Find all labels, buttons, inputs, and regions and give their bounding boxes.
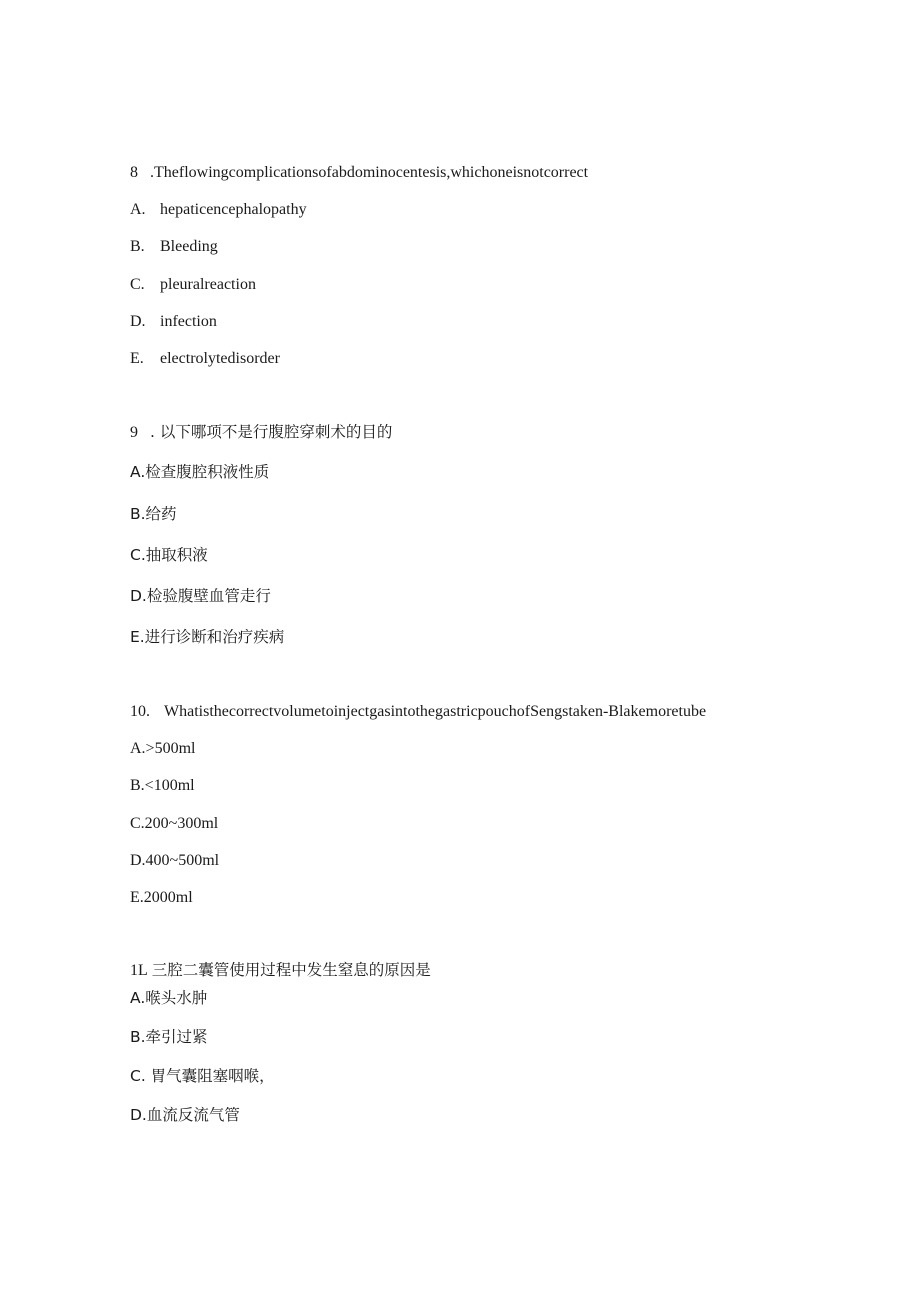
question-number: 10. bbox=[130, 703, 150, 720]
question-8 bbox=[130, 163, 588, 183]
option-b: B.给药 bbox=[130, 505, 177, 523]
option-c: C.200~300ml bbox=[130, 815, 219, 832]
question-9 bbox=[130, 422, 392, 443]
option-text: pleuralreaction bbox=[160, 276, 256, 293]
option-letter: E. bbox=[130, 350, 144, 367]
question-10 bbox=[130, 702, 706, 722]
question-text: WhatisthecorrectvolumetoinjectgasintothegastricpouchofSengstaken-Blakemoretube bbox=[164, 703, 707, 720]
option-a bbox=[130, 200, 307, 220]
question-text: .Theflowingcomplicationsofabdominocentesis,whichoneisnotcorrect bbox=[150, 164, 589, 181]
option-b: B.牵引过紧 bbox=[130, 1028, 208, 1046]
option-letter: D. bbox=[130, 313, 146, 330]
option-a: A.>500ml bbox=[130, 740, 196, 757]
option-d: D.血流反流气管 bbox=[130, 1106, 240, 1124]
option-a: A.喉头水肿 bbox=[130, 989, 208, 1007]
option-c: C.抽取积液 bbox=[130, 546, 208, 564]
option-b bbox=[130, 237, 218, 257]
option-text: Bleeding bbox=[160, 238, 218, 255]
option-d: D.检验腹壁血管走行 bbox=[130, 587, 271, 605]
option-b: B.<100ml bbox=[130, 777, 195, 794]
question-number: 9 bbox=[130, 424, 138, 441]
question-number: 8 bbox=[130, 164, 138, 181]
option-letter: C. bbox=[130, 276, 145, 293]
option-text: hepaticencephalopathy bbox=[160, 201, 307, 218]
question-text: . 以下哪项不是行腹腔穿刺术的目的 bbox=[150, 423, 393, 441]
option-letter: B. bbox=[130, 238, 145, 255]
option-c: C. 胃气囊阻塞咽喉， bbox=[130, 1067, 275, 1085]
option-e: E.进行诊断和治疗疾病 bbox=[130, 628, 285, 646]
option-letter: A. bbox=[130, 201, 146, 218]
question-text: 三腔二囊管使用过程中发生窒息的原因是 bbox=[151, 961, 431, 979]
option-text: infection bbox=[160, 313, 217, 330]
option-d: D.400~500ml bbox=[130, 852, 220, 869]
option-text: electrolytedisorder bbox=[160, 350, 280, 367]
option-c bbox=[130, 275, 256, 295]
question-11 bbox=[130, 960, 431, 981]
option-e bbox=[130, 349, 280, 369]
question-number: 1L bbox=[130, 962, 148, 979]
option-d bbox=[130, 312, 217, 332]
option-a: A.检查腹腔积液性质 bbox=[130, 463, 270, 481]
option-e: E.2000ml bbox=[130, 889, 193, 906]
